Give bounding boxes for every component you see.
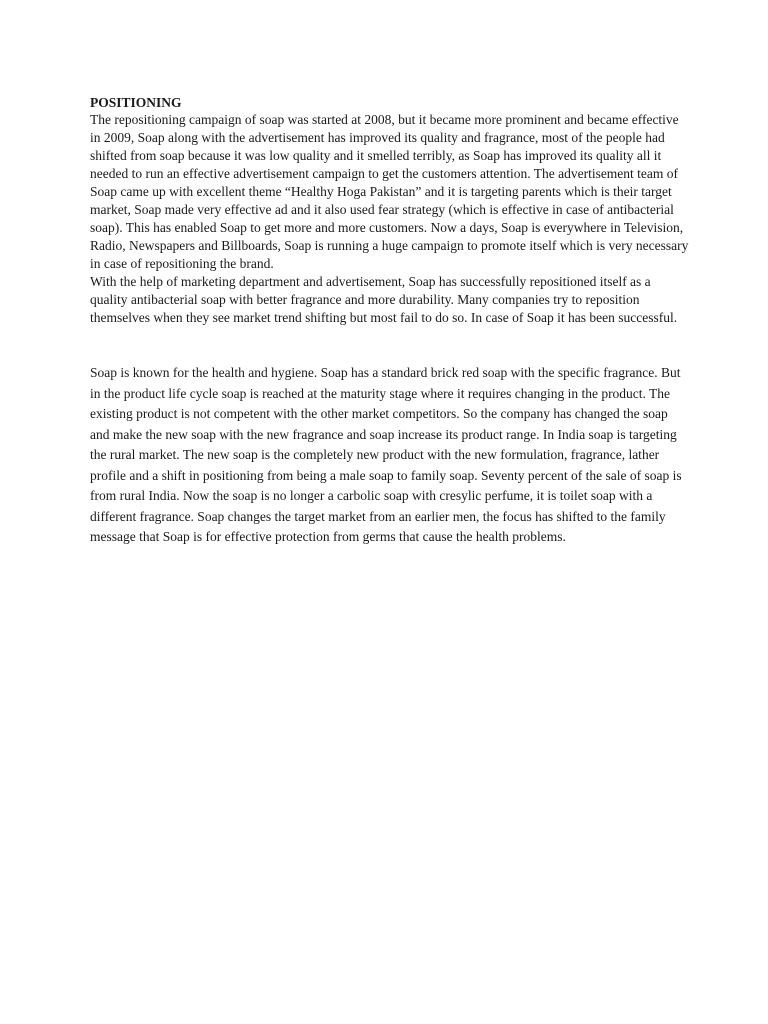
paragraph-repositioning-campaign: The repositioning campaign of soap was started at 2008, but it became more prominent and became effective in 2009, Soap along with the advertisement has improved its quality and fragrance, most of the people had shifted from soap because it was low quality and it smelled terribly, as Soap has improved its quality all it needed to run an effective advertisement campaign to get the customers attention. The advertisement team of Soap came up with excellent theme “Healthy Hoga Pakistan” and it is targeting parents which is their target market, Soap made very effective ad and it also used fear strategy (which is effective in case of antibacterial soap). This has enabled Soap to get more and more customers. Now a days, Soap is everywhere in Television, Radio, Newspapers and Billboards, Soap is running a huge campaign to promote itself which is very necessary in case of repositioning the brand. xyxy=(90,112,689,271)
document-page xyxy=(90,94,690,548)
paragraph-marketing-success: With the help of marketing department and advertisement, Soap has successfully repositioned itself as a quality antibacterial soap with better fragrance and more durability. Many companies try to reposition themselves when they see market trend shifting but most fail to do so. In case of Soap it has been successful. xyxy=(90,274,678,325)
section-heading: POSITIONING xyxy=(90,95,182,110)
paragraph-health-hygiene: Soap is known for the health and hygiene. Soap has a standard brick red soap with the specific fragrance. But in the product life cycle soap is reached at the maturity stage where it requires changing in the product. The existing product is not competent with the other market competitors. So the company has changed the soap and make the new soap with the new fragrance and soap increase its product range. In India soap is targeting the rural market. The new soap is the completely new product with the new formulation, fragrance, lather profile and a shift in positioning from being a male soap to family soap. Seventy percent of the sale of soap is from rural India. Now the soap is no longer a carbolic soap with cresylic perfume, it is toilet soap with a different fragrance. Soap changes the target market from an earlier men, the focus has shifted to the family message that Soap is for effective protection from germs that cause the health problems. xyxy=(90,365,682,544)
paragraph-spacer xyxy=(90,327,690,363)
